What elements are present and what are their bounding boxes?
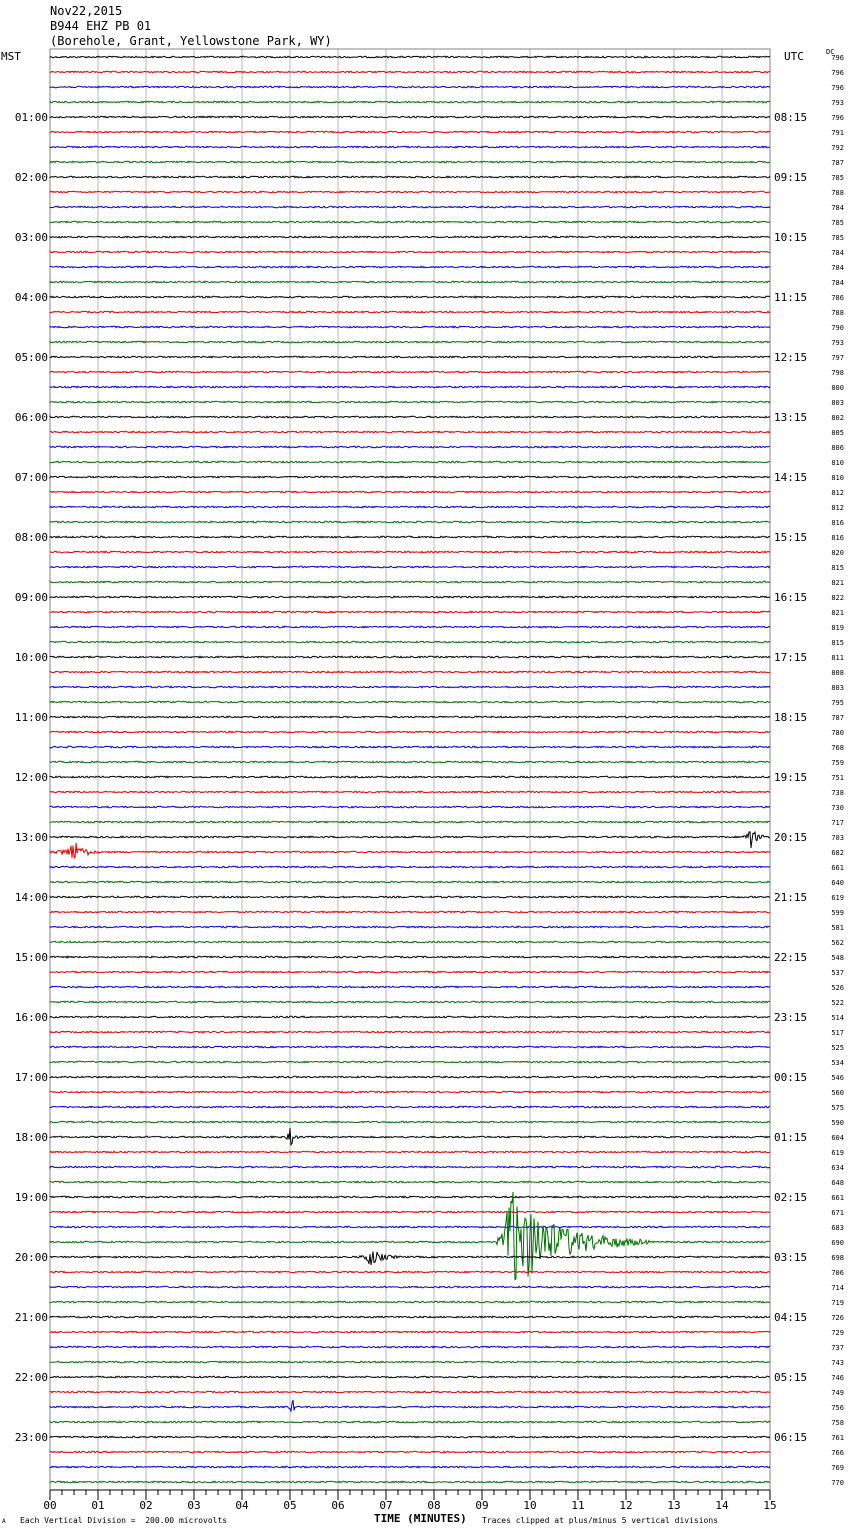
time-tick-label: 00 <box>43 1499 57 1512</box>
dc-offset-label: 785 <box>831 234 844 242</box>
right-hour-label: 21:15 <box>774 891 808 904</box>
left-hour-label: 15:00 <box>14 951 48 964</box>
trace-94 <box>50 1466 770 1468</box>
plot-frame <box>50 49 770 1490</box>
right-hour-label: 23:15 <box>774 1011 808 1024</box>
trace-5 <box>50 131 770 133</box>
dc-offset-label: 787 <box>831 159 844 167</box>
dc-offset-label: 703 <box>831 834 844 842</box>
trace-12 <box>50 236 770 238</box>
dc-offset-label: 756 <box>831 1404 844 1412</box>
dc-offset-label: 805 <box>831 429 844 437</box>
trace-31 <box>50 521 770 523</box>
trace-10 <box>50 206 770 208</box>
left-hour-label: 07:00 <box>14 471 48 484</box>
trace-34 <box>50 566 770 568</box>
trace-63 <box>50 1001 770 1003</box>
dc-offset-label: 808 <box>831 669 844 677</box>
right-hour-label: 12:15 <box>774 351 808 364</box>
dc-offset-label: 648 <box>831 1179 844 1187</box>
dc-offset-label: 522 <box>831 999 844 1007</box>
dc-offset-label: 548 <box>831 954 844 962</box>
dc-offset-label: 811 <box>831 654 844 662</box>
dc-offset-label: 792 <box>831 144 844 152</box>
trace-18 <box>50 326 770 328</box>
left-hour-label: 20:00 <box>14 1251 48 1264</box>
trace-77 <box>50 1211 770 1213</box>
right-hour-label: 08:15 <box>774 111 808 124</box>
trace-79 <box>50 1192 770 1279</box>
trace-88 <box>50 1376 770 1378</box>
x-axis-title: TIME (MINUTES) <box>374 1512 467 1525</box>
dc-offset-label: 514 <box>831 1014 844 1022</box>
right-hour-label: 03:15 <box>774 1251 808 1264</box>
header-station: B944 EHZ PB 01 <box>50 19 152 33</box>
right-hour-label: 17:15 <box>774 651 808 664</box>
trace-22 <box>50 386 770 388</box>
trace-29 <box>50 491 770 493</box>
trace-72 <box>50 1128 770 1145</box>
trace-53 <box>50 843 770 859</box>
dc-offset-label: 706 <box>831 1269 844 1277</box>
right-hour-label: 13:15 <box>774 411 808 424</box>
trace-82 <box>50 1286 770 1288</box>
right-hour-label: 06:15 <box>774 1431 808 1444</box>
dc-offset-label: 730 <box>831 804 844 812</box>
dc-offset-label: 786 <box>831 294 844 302</box>
trace-84 <box>50 1316 770 1318</box>
dc-offset-label: 560 <box>831 1089 844 1097</box>
right-hour-label: 10:15 <box>774 231 808 244</box>
dc-offset-label: 769 <box>831 1464 844 1472</box>
dc-offset-label: 791 <box>831 129 844 137</box>
left-hour-label: 08:00 <box>14 531 48 544</box>
trace-83 <box>50 1301 770 1303</box>
trace-7 <box>50 161 770 163</box>
trace-4 <box>50 116 770 118</box>
right-timezone-label: UTC <box>784 50 804 63</box>
dc-offset-label: 671 <box>831 1209 844 1217</box>
dc-offset-label: 795 <box>831 699 844 707</box>
trace-9 <box>50 191 770 193</box>
trace-76 <box>50 1196 770 1198</box>
dc-offset-label: 784 <box>831 264 844 272</box>
trace-57 <box>50 911 770 913</box>
dc-offset-label: 743 <box>831 1359 844 1367</box>
right-hour-label: 00:15 <box>774 1071 808 1084</box>
trace-43 <box>50 701 770 703</box>
dc-offset-label: 816 <box>831 534 844 542</box>
trace-90 <box>50 1400 770 1411</box>
trace-58 <box>50 926 770 928</box>
trace-67 <box>50 1061 770 1063</box>
dc-offset-label: 746 <box>831 1374 844 1382</box>
time-tick-label: 15 <box>763 1499 777 1512</box>
dc-offset-label: 768 <box>831 744 844 752</box>
scale-note: Each Vertical Division = 200.00 microvolts <box>20 1516 228 1525</box>
time-tick-label: 13 <box>667 1499 681 1512</box>
trace-24 <box>50 416 770 418</box>
dc-offset-label: 803 <box>831 684 844 692</box>
time-tick-label: 14 <box>715 1499 729 1512</box>
dc-offset-label: 590 <box>831 1119 844 1127</box>
left-hour-label: 09:00 <box>14 591 48 604</box>
dc-offset-label: 788 <box>831 189 844 197</box>
trace-44 <box>50 716 770 718</box>
dc-offset-label: 820 <box>831 549 844 557</box>
left-hour-label: 18:00 <box>14 1131 48 1144</box>
left-timezone-label: MST <box>1 50 21 63</box>
dc-offset-label: 815 <box>831 564 844 572</box>
trace-3 <box>50 101 770 103</box>
dc-offset-label: 604 <box>831 1134 844 1142</box>
dc-offset-label: 780 <box>831 729 844 737</box>
dc-offset-label: 784 <box>831 204 844 212</box>
dc-offset-label: 634 <box>831 1164 844 1172</box>
dc-offset-label: 575 <box>831 1104 844 1112</box>
trace-66 <box>50 1046 770 1048</box>
trace-95 <box>50 1481 770 1483</box>
dc-offset-label: 815 <box>831 639 844 647</box>
header-date: Nov22,2015 <box>50 4 123 18</box>
trace-35 <box>50 581 770 583</box>
trace-55 <box>50 881 770 883</box>
time-tick-label: 07 <box>379 1499 393 1512</box>
dc-offset-label: 714 <box>831 1284 844 1292</box>
clip-note: Traces clipped at plus/minus 5 vertical divisions <box>482 1516 719 1525</box>
left-hour-label: 16:00 <box>14 1011 48 1024</box>
trace-6 <box>50 146 770 148</box>
left-hour-label: 23:00 <box>14 1431 48 1444</box>
trace-52 <box>50 832 770 848</box>
left-hour-label: 12:00 <box>14 771 48 784</box>
time-tick-label: 09 <box>475 1499 489 1512</box>
trace-0 <box>50 56 770 58</box>
dc-offset-label: 761 <box>831 1434 844 1442</box>
dc-offset-label: 796 <box>831 114 844 122</box>
trace-13 <box>50 251 770 253</box>
dc-offset-label: 546 <box>831 1074 844 1082</box>
dc-offset-label: 788 <box>831 309 844 317</box>
dc-offset-label: 793 <box>831 99 844 107</box>
trace-1 <box>50 71 770 73</box>
trace-87 <box>50 1361 770 1363</box>
dc-offset-label: 785 <box>831 219 844 227</box>
trace-51 <box>50 821 770 823</box>
trace-27 <box>50 461 770 463</box>
left-hour-label: 22:00 <box>14 1371 48 1384</box>
trace-89 <box>50 1391 770 1393</box>
left-hour-label: 06:00 <box>14 411 48 424</box>
trace-2 <box>50 86 770 88</box>
dc-offset-label: 821 <box>831 579 844 587</box>
time-tick-label: 01 <box>91 1499 105 1512</box>
dc-offset-label: 661 <box>831 864 844 872</box>
dc-offset-label: 581 <box>831 924 844 932</box>
dc-offset-label: 526 <box>831 984 844 992</box>
right-hour-label: 16:15 <box>774 591 808 604</box>
trace-71 <box>50 1121 770 1123</box>
dc-offset-label: 640 <box>831 879 844 887</box>
dc-offset-label: 812 <box>831 504 844 512</box>
dc-offset-label: 796 <box>831 54 844 62</box>
dc-offset-label: 661 <box>831 1194 844 1202</box>
trace-36 <box>50 596 770 598</box>
trace-15 <box>50 281 770 283</box>
trace-74 <box>50 1166 770 1168</box>
left-hour-label: 05:00 <box>14 351 48 364</box>
trace-73 <box>50 1151 770 1153</box>
trace-59 <box>50 941 770 943</box>
trace-41 <box>50 671 770 673</box>
trace-61 <box>50 971 770 973</box>
dc-offset-label: 758 <box>831 1419 844 1427</box>
dc-offset-label: 797 <box>831 354 844 362</box>
dc-offset-label: 517 <box>831 1029 844 1037</box>
dc-offset-label: 690 <box>831 1239 844 1247</box>
dc-offset-label: 562 <box>831 939 844 947</box>
right-hour-label: 05:15 <box>774 1371 808 1384</box>
trace-48 <box>50 776 770 778</box>
dc-offset-label: 738 <box>831 789 844 797</box>
right-hour-label: 09:15 <box>774 171 808 184</box>
trace-40 <box>50 656 770 658</box>
right-hour-label: 15:15 <box>774 531 808 544</box>
right-hour-label: 04:15 <box>774 1311 808 1324</box>
trace-64 <box>50 1016 770 1018</box>
left-hour-label: 04:00 <box>14 291 48 304</box>
dc-offset-label: 816 <box>831 519 844 527</box>
dc-offset-label: 751 <box>831 774 844 782</box>
trace-21 <box>50 371 770 373</box>
right-hour-label: 14:15 <box>774 471 808 484</box>
trace-54 <box>50 866 770 868</box>
trace-26 <box>50 446 770 448</box>
trace-93 <box>50 1451 770 1453</box>
time-tick-label: 06 <box>331 1499 345 1512</box>
dc-offset-label: 784 <box>831 249 844 257</box>
dc-offset-label: 798 <box>831 369 844 377</box>
trace-37 <box>50 611 770 613</box>
trace-78 <box>50 1226 770 1228</box>
left-hour-label: 11:00 <box>14 711 48 724</box>
dc-offset-label: 810 <box>831 474 844 482</box>
trace-70 <box>50 1106 770 1108</box>
left-hour-label: 03:00 <box>14 231 48 244</box>
trace-81 <box>50 1271 770 1273</box>
trace-16 <box>50 296 770 298</box>
dc-offset-label: 821 <box>831 609 844 617</box>
time-tick-label: 03 <box>187 1499 201 1512</box>
right-hour-label: 11:15 <box>774 291 808 304</box>
dc-offset-label: 796 <box>831 69 844 77</box>
time-tick-label: 04 <box>235 1499 249 1512</box>
right-hour-label: 19:15 <box>774 771 808 784</box>
trace-46 <box>50 746 770 748</box>
dc-offset-label: 717 <box>831 819 844 827</box>
time-tick-label: 10 <box>523 1499 537 1512</box>
left-hour-label: 17:00 <box>14 1071 48 1084</box>
trace-32 <box>50 536 770 538</box>
dc-offset-label: 822 <box>831 594 844 602</box>
trace-45 <box>50 731 770 733</box>
dc-offset-label: 682 <box>831 849 844 857</box>
dc-offset-label: 800 <box>831 384 844 392</box>
left-hour-label: 02:00 <box>14 171 48 184</box>
dc-offset-label: 785 <box>831 174 844 182</box>
dc-offset-label: 796 <box>831 84 844 92</box>
trace-28 <box>50 476 770 478</box>
trace-11 <box>50 221 770 223</box>
dc-offset-label: 819 <box>831 624 844 632</box>
left-hour-label: 21:00 <box>14 1311 48 1324</box>
dc-offset-label: 802 <box>831 414 844 422</box>
trace-69 <box>50 1091 770 1093</box>
dc-offset-label: 784 <box>831 279 844 287</box>
dc-offset-label: 719 <box>831 1299 844 1307</box>
footer-corner-mark: A <box>2 1518 6 1525</box>
trace-17 <box>50 311 770 313</box>
dc-offset-label: 537 <box>831 969 844 977</box>
time-tick-label: 02 <box>139 1499 153 1512</box>
trace-8 <box>50 176 770 178</box>
trace-86 <box>50 1346 770 1348</box>
right-hour-label: 22:15 <box>774 951 808 964</box>
trace-80 <box>50 1251 770 1265</box>
trace-14 <box>50 266 770 268</box>
dc-offset-label: 793 <box>831 339 844 347</box>
time-tick-label: 11 <box>571 1499 585 1512</box>
trace-56 <box>50 896 770 898</box>
right-hour-label: 18:15 <box>774 711 808 724</box>
dc-offset-label: 619 <box>831 894 844 902</box>
trace-38 <box>50 626 770 628</box>
dc-offset-label: 726 <box>831 1314 844 1322</box>
trace-49 <box>50 791 770 793</box>
dc-offset-label: 534 <box>831 1059 844 1067</box>
time-tick-label: 12 <box>619 1499 633 1512</box>
time-tick-label: 05 <box>283 1499 297 1512</box>
trace-23 <box>50 401 770 403</box>
dc-offset-label: 683 <box>831 1224 844 1232</box>
left-hour-label: 13:00 <box>14 831 48 844</box>
right-hour-label: 01:15 <box>774 1131 808 1144</box>
trace-75 <box>50 1181 770 1183</box>
dc-offset-label: 737 <box>831 1344 844 1352</box>
dc-offset-label: 698 <box>831 1254 844 1262</box>
trace-62 <box>50 986 770 988</box>
dc-offset-label: 619 <box>831 1149 844 1157</box>
dc-offset-label: 810 <box>831 459 844 467</box>
trace-91 <box>50 1421 770 1423</box>
dc-offset-label: 525 <box>831 1044 844 1052</box>
right-hour-label: 02:15 <box>774 1191 808 1204</box>
left-hour-label: 14:00 <box>14 891 48 904</box>
dc-offset-label: 729 <box>831 1329 844 1337</box>
trace-30 <box>50 506 770 508</box>
right-hour-label: 20:15 <box>774 831 808 844</box>
header-location: (Borehole, Grant, Yellowstone Park, WY) <box>50 34 332 48</box>
left-hour-label: 01:00 <box>14 111 48 124</box>
dc-offset-label: 766 <box>831 1449 844 1457</box>
trace-42 <box>50 686 770 688</box>
dc-offset-label: 803 <box>831 399 844 407</box>
trace-33 <box>50 551 770 553</box>
dc-label: DC <box>826 48 835 56</box>
trace-65 <box>50 1031 770 1033</box>
trace-39 <box>50 641 770 643</box>
trace-19 <box>50 341 770 343</box>
dc-offset-label: 770 <box>831 1479 844 1487</box>
dc-offset-label: 749 <box>831 1389 844 1397</box>
trace-50 <box>50 806 770 808</box>
left-hour-label: 10:00 <box>14 651 48 664</box>
trace-47 <box>50 761 770 763</box>
time-tick-label: 08 <box>427 1499 441 1512</box>
dc-offset-label: 790 <box>831 324 844 332</box>
dc-offset-label: 812 <box>831 489 844 497</box>
dc-offset-label: 759 <box>831 759 844 767</box>
trace-85 <box>50 1331 770 1333</box>
dc-offset-label: 806 <box>831 444 844 452</box>
trace-68 <box>50 1076 770 1078</box>
trace-92 <box>50 1436 770 1438</box>
trace-60 <box>50 956 770 958</box>
trace-25 <box>50 431 770 433</box>
dc-offset-label: 599 <box>831 909 844 917</box>
dc-offset-label: 787 <box>831 714 844 722</box>
trace-20 <box>50 356 770 358</box>
left-hour-label: 19:00 <box>14 1191 48 1204</box>
